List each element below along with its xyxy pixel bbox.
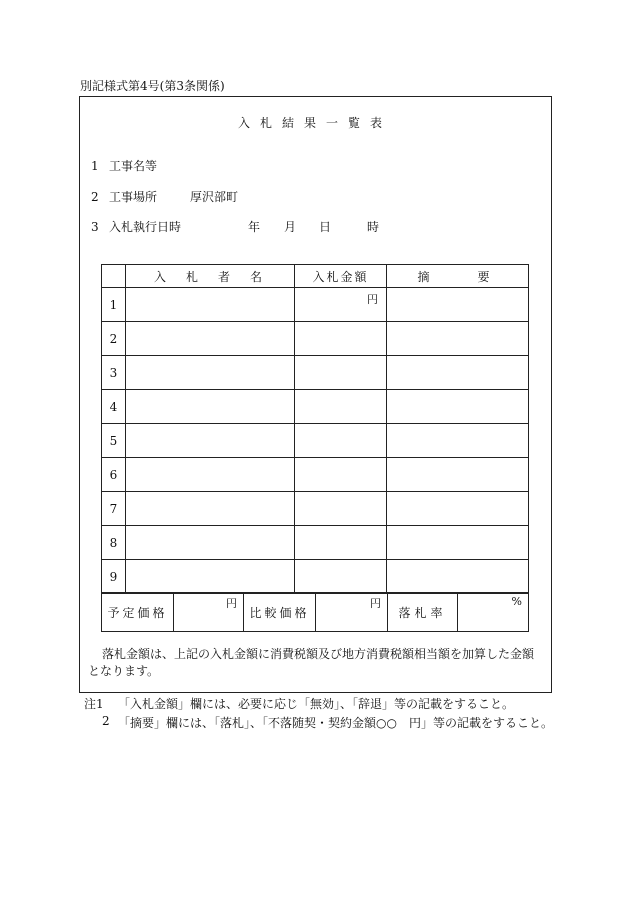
- item3-day: 日: [319, 220, 332, 234]
- row-number: 2: [102, 322, 126, 356]
- award-rate-label: 落札率: [388, 593, 458, 632]
- item2-label: 工事場所: [109, 190, 158, 204]
- bid-amount-cell[interactable]: [295, 288, 387, 322]
- row-number: 6: [102, 458, 126, 492]
- remarks-cell[interactable]: [387, 424, 529, 458]
- bid-amount-cell[interactable]: [295, 322, 387, 356]
- row-number: 9: [102, 560, 126, 594]
- bidder-name-cell[interactable]: [126, 288, 295, 322]
- comparison-price-label: 比較価格: [244, 593, 316, 632]
- row-number: 1: [102, 288, 126, 322]
- bid-amount-cell[interactable]: [295, 492, 387, 526]
- row-number: 7: [102, 492, 126, 526]
- percent-mark: %: [511, 595, 522, 608]
- item2-value: 厚沢部町: [190, 190, 239, 204]
- footnote1-number: 注1: [84, 697, 104, 711]
- bidder-name-cell[interactable]: [126, 424, 295, 458]
- yen-mark: 円: [370, 597, 381, 610]
- comparison-price-value[interactable]: [316, 593, 388, 632]
- row-number: 3: [102, 356, 126, 390]
- bidder-name-cell[interactable]: [126, 560, 295, 594]
- remarks-cell[interactable]: [387, 356, 529, 390]
- planned-price-value[interactable]: [174, 593, 244, 632]
- note-text: 落札金額は、上記の入札金額に消費税額及び地方消費税額相当額を加算した金額となります。: [88, 647, 535, 678]
- yen-mark: 円: [226, 597, 237, 610]
- item1-label: 工事名等: [109, 159, 158, 173]
- footnote2-text: 「摘要」欄には、「落札」、「不落随契・契約金額○○ 円」等の記載をすること。: [118, 716, 553, 730]
- remarks-cell[interactable]: [387, 288, 529, 322]
- header-number: [102, 265, 126, 288]
- planned-price-label: 予定価格: [102, 593, 174, 632]
- yen-mark: 円: [367, 293, 378, 306]
- header-amount: 入札金額: [295, 265, 387, 288]
- row-number: 8: [102, 526, 126, 560]
- item3-year: 年: [248, 220, 261, 234]
- table-row: [102, 424, 529, 458]
- bid-amount-cell[interactable]: [295, 458, 387, 492]
- remarks-cell[interactable]: [387, 390, 529, 424]
- header-remarks: 摘 要: [387, 265, 529, 288]
- bid-amount-cell[interactable]: [295, 390, 387, 424]
- item2-number: 2: [91, 190, 99, 204]
- table-row: [102, 390, 529, 424]
- bidder-name-cell[interactable]: [126, 526, 295, 560]
- remarks-cell[interactable]: [387, 458, 529, 492]
- bid-amount-cell[interactable]: [295, 356, 387, 390]
- bidder-name-cell[interactable]: [126, 458, 295, 492]
- item3-hour: 時: [367, 220, 380, 234]
- bid-amount-cell[interactable]: [295, 526, 387, 560]
- remarks-cell[interactable]: [387, 322, 529, 356]
- summary-table: [101, 592, 529, 632]
- footnote1-text: 「入札金額」欄には、必要に応じ「無効」、「辞退」等の記載をすること。: [118, 697, 515, 711]
- remarks-cell[interactable]: [387, 492, 529, 526]
- table-row: [102, 492, 529, 526]
- results-table: [101, 264, 529, 594]
- remarks-cell[interactable]: [387, 526, 529, 560]
- bidder-name-cell[interactable]: [126, 390, 295, 424]
- row-number: 4: [102, 390, 126, 424]
- award-rate-value[interactable]: [458, 593, 529, 632]
- bid-amount-cell[interactable]: [295, 424, 387, 458]
- table-row: [102, 560, 529, 594]
- item3-month: 月: [284, 220, 297, 234]
- table-row: [102, 526, 529, 560]
- table-row: [102, 356, 529, 390]
- item3-number: 3: [91, 220, 99, 234]
- summary-row: [102, 593, 529, 632]
- remarks-cell[interactable]: [387, 560, 529, 594]
- table-row: [102, 322, 529, 356]
- table-row: [102, 458, 529, 492]
- table-row: [102, 288, 529, 322]
- bidder-name-cell[interactable]: [126, 356, 295, 390]
- footnote2-number: 2: [102, 714, 110, 728]
- bidder-name-cell[interactable]: [126, 492, 295, 526]
- form-label: 別記様式第4号(第3条関係): [80, 79, 225, 93]
- bidder-name-cell[interactable]: [126, 322, 295, 356]
- page-title: 入札結果一覧表: [237, 116, 392, 130]
- row-number: 5: [102, 424, 126, 458]
- item3-label: 入札執行日時: [109, 220, 182, 234]
- item1-number: 1: [91, 159, 99, 173]
- header-bidder: 入 札 者 名: [126, 265, 295, 288]
- table-header-row: [102, 265, 529, 288]
- bid-amount-cell[interactable]: [295, 560, 387, 594]
